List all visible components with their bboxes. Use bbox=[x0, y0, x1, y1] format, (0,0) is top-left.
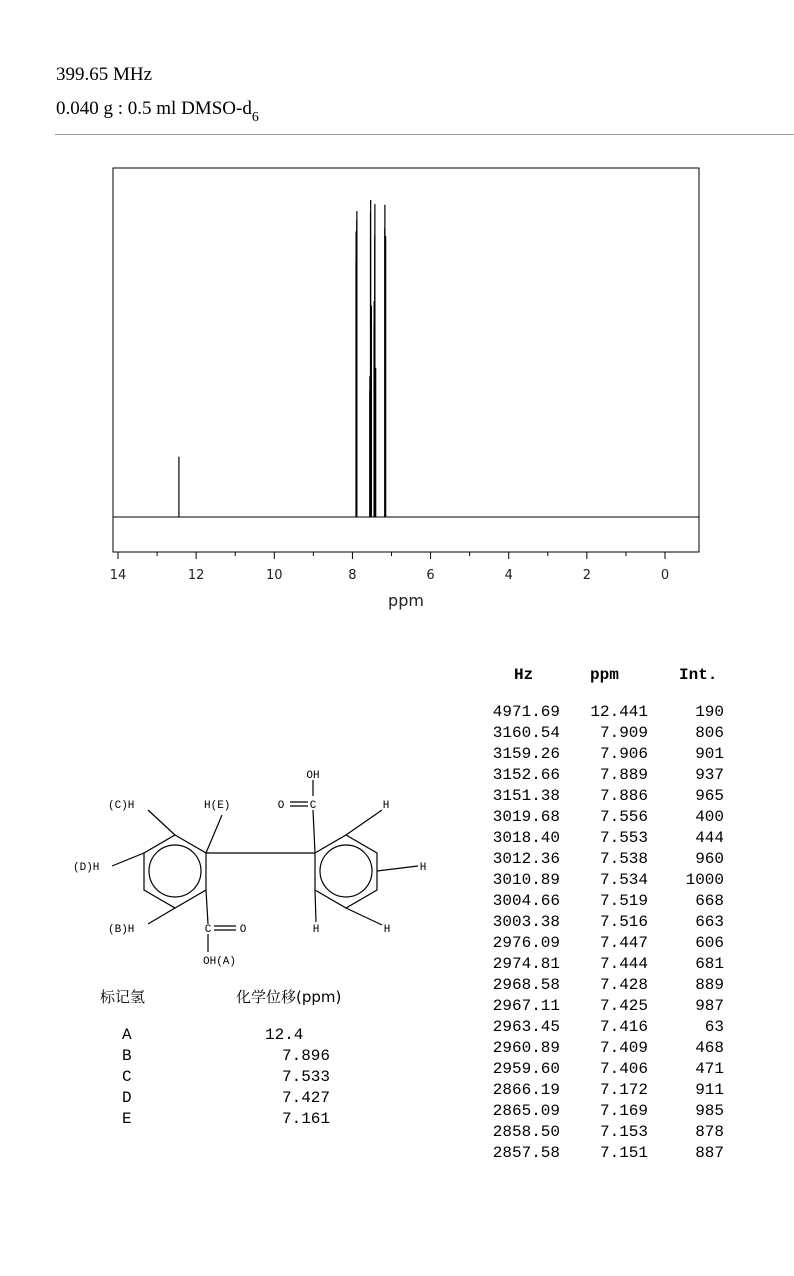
label-o-top: O bbox=[277, 800, 285, 812]
bond-h-e bbox=[206, 815, 222, 853]
cell-hz: 3019.68 bbox=[492, 808, 560, 826]
table-row bbox=[470, 1102, 730, 1123]
label-h-c: (C)H bbox=[108, 800, 135, 812]
cell-hz: 2959.60 bbox=[492, 1060, 560, 1078]
x-tick-label: 8 bbox=[348, 568, 357, 583]
table-row bbox=[470, 892, 730, 913]
cell-hz: 2857.58 bbox=[492, 1144, 560, 1162]
bond-ring2-h-br bbox=[346, 908, 382, 925]
cell-ppm: 7.425 bbox=[599, 997, 648, 1015]
cell-ppm: 7.909 bbox=[599, 724, 648, 742]
cell-int: 606 bbox=[695, 934, 724, 952]
table-row bbox=[470, 976, 730, 997]
assignment-label: C bbox=[122, 1068, 132, 1086]
cell-int: 806 bbox=[695, 724, 724, 742]
assignment-label: A bbox=[122, 1026, 132, 1044]
cell-ppm: 7.534 bbox=[599, 871, 648, 889]
x-tick-label: 14 bbox=[109, 568, 127, 583]
x-tick-label: 0 bbox=[660, 568, 670, 583]
table-row bbox=[470, 703, 730, 724]
x-tick-label: 4 bbox=[504, 568, 513, 583]
x-axis-title: ppm bbox=[388, 591, 424, 610]
cell-hz: 2866.19 bbox=[492, 1081, 560, 1099]
label-h-b: (B)H bbox=[108, 924, 135, 936]
cell-ppm: 7.516 bbox=[599, 913, 648, 931]
cell-ppm: 7.553 bbox=[599, 829, 648, 847]
table-row bbox=[470, 871, 730, 892]
table-row bbox=[470, 829, 730, 850]
sample-text: 0.040 g : 0.5 ml DMSO-d bbox=[56, 98, 252, 119]
label-o-bottom: O bbox=[239, 924, 247, 936]
cell-int: 889 bbox=[695, 976, 724, 994]
cell-int: 878 bbox=[695, 1123, 724, 1141]
cell-ppm: 7.886 bbox=[599, 787, 648, 805]
table-header-hz: Hz bbox=[514, 666, 534, 684]
cell-hz: 3018.40 bbox=[492, 829, 560, 847]
table-row bbox=[470, 787, 730, 808]
cell-ppm: 7.416 bbox=[599, 1018, 648, 1036]
label-c-top: C bbox=[309, 800, 317, 812]
table-row bbox=[470, 913, 730, 934]
cell-int: 1000 bbox=[685, 871, 724, 889]
assignment-shift: 7.161 bbox=[281, 1110, 330, 1128]
cell-ppm: 7.172 bbox=[599, 1081, 648, 1099]
cell-int: 663 bbox=[695, 913, 724, 931]
bond-ring2-h-r bbox=[377, 866, 418, 871]
cell-int: 468 bbox=[695, 1039, 724, 1057]
cell-hz: 2976.09 bbox=[492, 934, 560, 952]
cell-hz: 3012.36 bbox=[492, 850, 560, 868]
label-h-d: (D)H bbox=[73, 862, 100, 874]
plot-layer bbox=[110, 200, 699, 583]
cell-int: 965 bbox=[695, 787, 724, 805]
table-row bbox=[470, 745, 730, 766]
cell-hz: 2858.50 bbox=[492, 1123, 560, 1141]
cell-hz: 2974.81 bbox=[492, 955, 560, 973]
cell-ppm: 7.519 bbox=[599, 892, 648, 910]
x-tick-label: 2 bbox=[582, 568, 591, 583]
cell-hz: 2963.45 bbox=[492, 1018, 560, 1036]
label-oh-a: OH(A) bbox=[203, 956, 237, 968]
cell-int: 471 bbox=[695, 1060, 724, 1078]
cell-hz: 4971.69 bbox=[492, 703, 560, 721]
assignment-shift: 7.427 bbox=[281, 1089, 330, 1107]
molecule-structure bbox=[112, 780, 418, 952]
bond-ring-cooh-bottom bbox=[206, 890, 208, 924]
cell-ppm: 7.906 bbox=[599, 745, 648, 763]
table-row bbox=[470, 1123, 730, 1144]
cell-ppm: 12.441 bbox=[590, 703, 648, 721]
cell-hz: 2865.09 bbox=[492, 1102, 560, 1120]
cell-hz: 2968.58 bbox=[492, 976, 560, 994]
cell-ppm: 7.444 bbox=[599, 955, 648, 973]
cell-int: 937 bbox=[695, 766, 724, 784]
assignment-header-label: 标记氢 bbox=[100, 988, 146, 1006]
assignment-shift: 7.896 bbox=[281, 1047, 330, 1065]
cell-hz: 3152.66 bbox=[492, 766, 560, 784]
spectrometer-frequency: 399.65 MHz bbox=[56, 64, 153, 85]
assignment-label: E bbox=[122, 1110, 132, 1128]
cell-int: 887 bbox=[695, 1144, 724, 1162]
assignment-label: B bbox=[122, 1047, 132, 1065]
cell-int: 190 bbox=[695, 703, 724, 721]
cell-ppm: 7.447 bbox=[599, 934, 648, 952]
cell-ppm: 7.153 bbox=[599, 1123, 648, 1141]
cell-hz: 3159.26 bbox=[492, 745, 560, 763]
cell-int: 63 bbox=[704, 1018, 724, 1036]
ring-right-aromatic-circle bbox=[320, 845, 372, 897]
table-row bbox=[470, 934, 730, 955]
cell-int: 668 bbox=[695, 892, 724, 910]
label-c-bottom: C bbox=[204, 924, 212, 936]
cell-int: 985 bbox=[695, 1102, 724, 1120]
x-tick-label: 6 bbox=[426, 568, 435, 583]
cell-ppm: 7.169 bbox=[599, 1102, 648, 1120]
cell-int: 911 bbox=[695, 1081, 724, 1099]
table-row bbox=[470, 808, 730, 829]
bond-h-b bbox=[148, 908, 175, 924]
cell-ppm: 7.151 bbox=[599, 1144, 648, 1162]
label-h-e: H(E) bbox=[204, 800, 231, 812]
bond-h-d bbox=[112, 853, 144, 866]
table-header-int: Int. bbox=[679, 666, 718, 684]
table-row bbox=[470, 1018, 730, 1039]
table-row bbox=[470, 1144, 730, 1165]
cell-int: 901 bbox=[695, 745, 724, 763]
cell-ppm: 7.406 bbox=[599, 1060, 648, 1078]
label-ring2-h-bl: H bbox=[312, 924, 320, 936]
cell-hz: 3004.66 bbox=[492, 892, 560, 910]
assignment-shift: 12.4 bbox=[265, 1026, 304, 1044]
cell-int: 400 bbox=[695, 808, 724, 826]
assignment-label: D bbox=[122, 1089, 132, 1107]
ring-left-aromatic-circle bbox=[149, 845, 201, 897]
cell-hz: 3003.38 bbox=[492, 913, 560, 931]
cell-hz: 3151.38 bbox=[492, 787, 560, 805]
table-header-ppm: ppm bbox=[590, 666, 619, 684]
cell-ppm: 7.889 bbox=[599, 766, 648, 784]
cell-int: 960 bbox=[695, 850, 724, 868]
table-row bbox=[470, 1060, 730, 1081]
bond-ring2-h-bl bbox=[315, 890, 316, 922]
cell-ppm: 7.409 bbox=[599, 1039, 648, 1057]
x-tick-label: 10 bbox=[266, 568, 283, 583]
solvent-subscript: 6 bbox=[251, 110, 259, 125]
label-ring2-h-r: H bbox=[419, 862, 427, 874]
cell-hz: 3160.54 bbox=[492, 724, 560, 742]
table-row bbox=[470, 1081, 730, 1102]
cell-ppm: 7.538 bbox=[599, 850, 648, 868]
label-ring2-h-br: H bbox=[383, 924, 391, 936]
table-row bbox=[470, 766, 730, 787]
cell-int: 987 bbox=[695, 997, 724, 1015]
cell-ppm: 7.556 bbox=[599, 808, 648, 826]
bond-h-c bbox=[148, 810, 175, 835]
plot-frame bbox=[113, 168, 699, 552]
x-tick-label: 12 bbox=[187, 568, 205, 583]
table-row bbox=[470, 997, 730, 1018]
cell-hz: 3010.89 bbox=[492, 871, 560, 889]
cell-int: 681 bbox=[695, 955, 724, 973]
cell-hz: 2960.89 bbox=[492, 1039, 560, 1057]
cell-ppm: 7.428 bbox=[599, 976, 648, 994]
table-row bbox=[470, 724, 730, 745]
cell-hz: 2967.11 bbox=[492, 997, 560, 1015]
table-row bbox=[470, 1039, 730, 1060]
label-ring2-h-tr: H bbox=[382, 800, 390, 812]
table-row bbox=[470, 955, 730, 976]
bond-ring2-h-tr bbox=[346, 810, 382, 835]
molecule-labels bbox=[73, 770, 426, 968]
bond-ring-cooh-top bbox=[313, 810, 315, 853]
label-oh-top: OH bbox=[306, 770, 320, 782]
assignment-header-shift: 化学位移(ppm) bbox=[236, 988, 342, 1006]
cell-int: 444 bbox=[695, 829, 724, 847]
assignment-shift: 7.533 bbox=[281, 1068, 330, 1086]
table-row bbox=[470, 850, 730, 871]
